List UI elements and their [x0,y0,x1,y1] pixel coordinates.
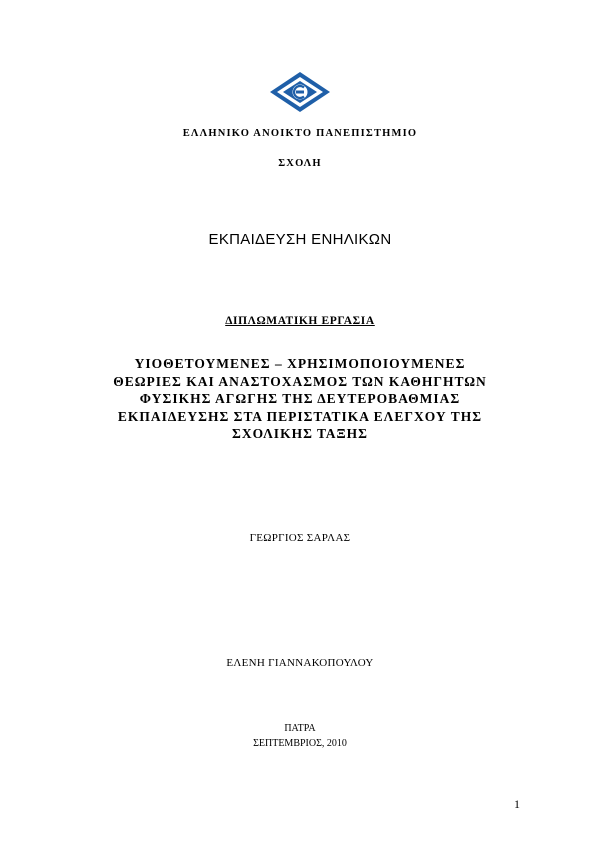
thesis-title-line: ΕΚΠΑΙΔΕΥΣΗΣ ΣΤΑ ΠΕΡΙΣΤΑΤΙΚΑ ΕΛΕΓΧΟΥ ΤΗΣ [117,408,483,424]
program-name: ΕΚΠΑΙΔΕΥΣΗ ΕΝΗΛΙΚΩΝ [208,231,392,248]
document-type-label: ΔΙΠΛΩΜΑΤΙΚΗ ΕΡΓΑΣΙΑ [225,315,375,327]
supervisor-name: ΕΛΕΝΗ ΓΙΑΝΝΑΚΟΠΟΥΛΟΥ [226,657,374,669]
university-logo-icon [269,71,331,113]
submission-date: ΣΕΠΤΕΜΒΡΙΟΣ, 2010 [253,738,347,749]
thesis-title-line: ΣΧΟΛΙΚΗΣ ΤΑΞΗΣ [232,426,368,441]
thesis-title-line: ΥΙΟΘΕΤΟΥΜΕΝΕΣ – ΧΡΗΣΙΜΟΠΟΙΟΥΜΕΝΕΣ [134,356,466,371]
school-name: ΣΧΟΛΗ [278,158,322,169]
thesis-title-line: ΘΕΩΡΙΕΣ ΚΑΙ ΑΝΑΣΤΟΧΑΣΜΟΣ ΤΩΝ ΚΑΘΗΓΗΤΩΝ [113,373,487,389]
university-name: ΕΛΛΗΝΙΚΟ ΑΝΟΙΚΤΟ ΠΑΝΕΠΙΣΤΗΜΙΟ [182,128,418,139]
thesis-title-line: ΦΥΣΙΚΗΣ ΑΓΩΓΗΣ ΤΗΣ ΔΕΥΤΕΡΟΒΑΘΜΙΑΣ [139,391,461,406]
page-number: 1 [514,797,520,811]
place-name: ΠΑΤΡΑ [284,723,316,734]
author-name: ΓΕΩΡΓΙΟΣ ΣΑΡΛΑΣ [249,532,351,544]
thesis-title [60,355,540,443]
